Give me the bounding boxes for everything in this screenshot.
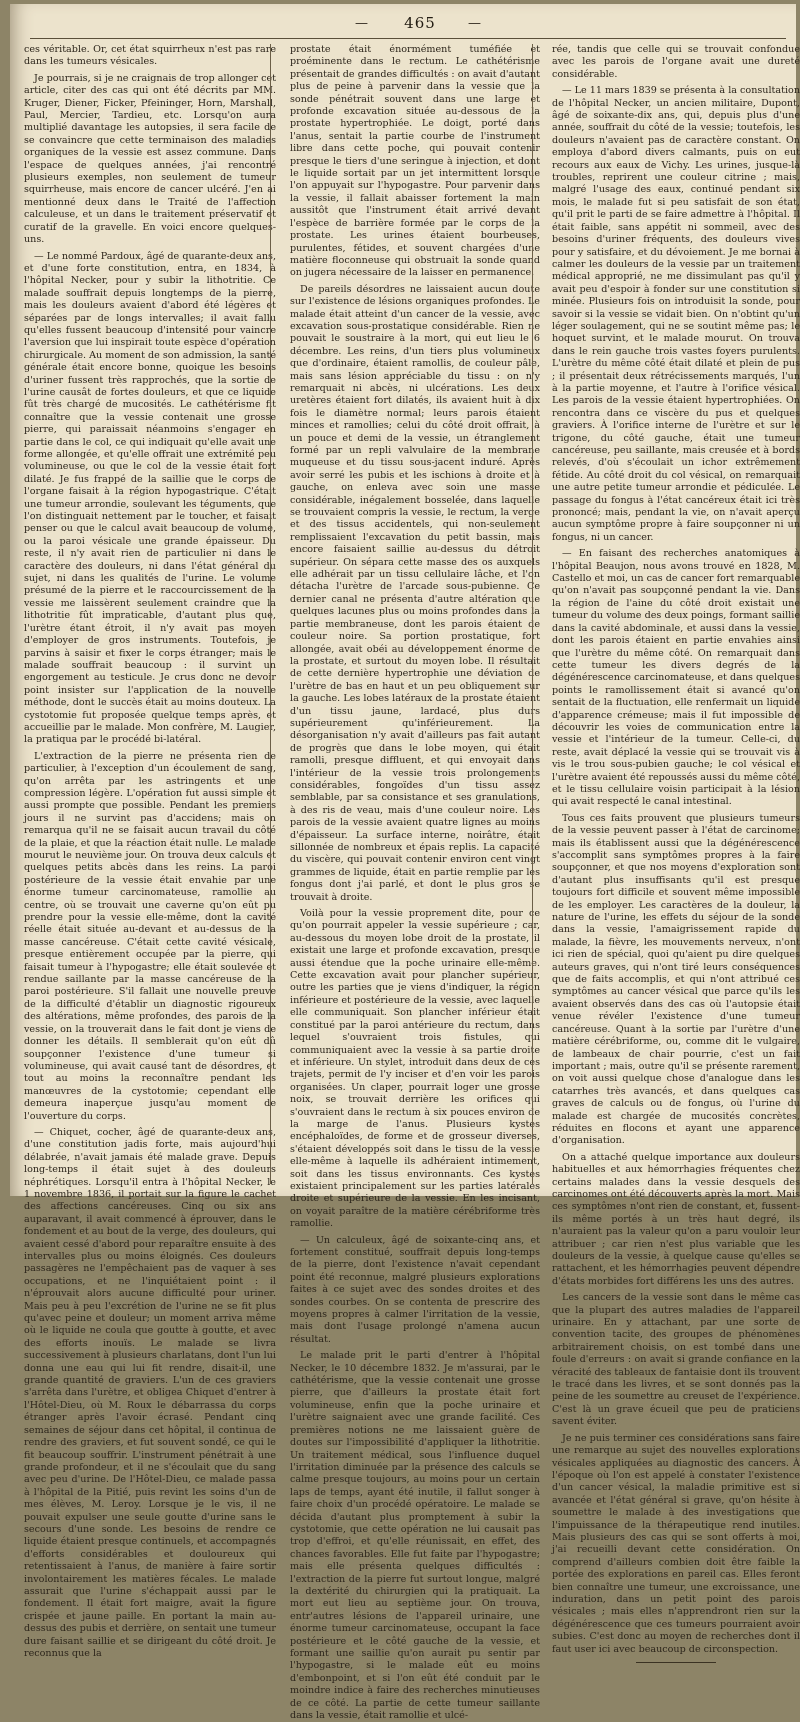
- paragraph: ces véritable. Or, cet état squirrheux n'est pas rare dans les tumeurs vésicales.: [24, 44, 276, 68]
- paragraph: Tous ces faits prouvent que plusieurs tumeurs de la vessie peuvent passer à l'état de carcinome; mais ils établissent aussi que la dégénérescence s'accomplit sans symptômes propres à la faire soupçonner, et que nos moyens d'exploration sont d'autant plus insuffisants qu'il est presque toujours fort difficile et souvent même impossible de les employer. Les caractères de la douleur, la nature de l'urine, les effets du séjour de la sonde dans la vessie, l'amaigrissement rapide du malade, la fièvre, les mouvements nerveux, n'ont ici rien de spécial, quoi qu'aient pu dire quelques auteurs graves, qui n'ont tiré leurs conséquences que de faits accomplis, et qui n'ont attribué ces symptômes au cancer vésical que parce qu'ils les avaient observés dans des cas où l'autopsie était venue révéler l'existence d'une tumeur cancéreuse. Quant à la sortie par l'urètre d'une matière cérébriforme, ou, comme dit le vulgaire, de lambeaux de chair pourrie, c'est un fait important ; mais, outre qu'il se présente rarement, on voit aussi quelque chose d'analogue dans les catarrhes très avancés, et dans quelques cas graves de calculs ou de fongus, où l'urine du malade est chargée de mucosités concrètes, réduites en flocons et ayant une apparence d'organisation.: [552, 812, 800, 1147]
- text-columns: [24, 44, 800, 1722]
- column-2: [290, 44, 540, 1722]
- paragraph: prostate était énormément tuméfiée et proéminente dans le rectum. Le cathétérisme présentait de grandes difficultés : on avait d'autant plus de peine à parvenir dans la vessie que la sonde pénétrait souvent dans une large et profonde excavation située au-dessous de la prostate hypertrophiée. Le doigt, porté dans l'anus, sentait la partie courbe de l'instrument libre dans cette poche, qui pouvait contenir presque le tiers d'une seringue à injection, et dont le liquide sortait par un jet intermittent lorsque l'on appuyait sur l'hypogastre. Pour parvenir dans la vessie, il fallait abaisser fortement la main aussitôt que l'instrument était arrivé devant l'espèce de barrière formée par le corps de la prostate. Les urines étaient bourbeuses, purulentes, fétides, et souvent chargées d'une matière floconneuse qui obstruait la sonde quand on jugera nécessaire de la laisser en permanence.: [290, 44, 540, 279]
- end-rule: [636, 1662, 716, 1663]
- paragraph: rée, tandis que celle qui se trouvait confondue avec les parois de l'organe avait une dureté considérable.: [552, 44, 800, 80]
- header-rule: [30, 38, 786, 39]
- newspaper-page: [10, 4, 800, 1722]
- paragraph: On a attaché quelque importance aux douleurs habituelles et aux hémorrhagies fréquentes chez certains malades dans la vessie desquels des carcinomes ont été découverts après la mort. Mais ces symptômes n'ont rien de constant, et, fussent-ils même portés à un très haut degré, ils n'auraient pas la valeur qu'on a paru vouloir leur attribuer ; car rien n'est plus variable que les douleurs de la vessie, à quelque cause qu'elles se rattachent, et les hémorrhagies peuvent dépendre d'états morbides fort différens les uns des autres.: [552, 1151, 800, 1287]
- paragraph: Le malade prit le parti d'entrer à l'hôpital Necker, le 10 décembre 1832. Je m'assurai, par le cathétérisme, que la vessie contenait une grosse pierre, que d'ailleurs la prostate était fort volumineuse, enfin que la poche urinaire et l'urètre saignaient avec une grande facilité. Ces premières notions ne me laissaient guère de doutes sur l'impossibilité d'appliquer la lithotritie. Un traitement médical, sous l'influence duquel l'irritation diminuée par la présence des calculs se calme presque toujours, au moins pour un certain laps de temps, ayant été inutile, il fallut songer à faire choix d'un procédé opératoire. Le malade se décida d'autant plus promptement à subir la cystotomie, que cette opération ne lui causait pas trop d'effroi, et qu'elle réunissait, en effet, des chances favorables. Elle fut faite par l'hypogastre; mais elle présenta quelques difficultés : l'extraction de la pierre fut surtout longue, malgré la dextérité du chirurgien qui la pratiquait. La mort eut lieu au septième jour. On trouva, entr'autres lésions de l'appareil urinaire, une énorme tumeur carcinomateuse, occupant la face postérieure et le côté gauche de la vessie, et formant une saillie qu'on aurait pu sentir par l'hypogastre, si le malade eût eu moins d'embonpoint, et si l'on eût été conduit par le moindre indice à faire des recherches minutieuses de ce côté. La partie de cette tumeur saillante dans la vessie, était ramollie et ulcé-: [290, 1350, 540, 1722]
- paragraph: — En faisant des recherches anatomiques à l'hôpital Beaujon, nous avons trouvé en 1828, M. Castello et moi, un cas de cancer fort remarquable qu'on n'avait pas soupçonné pendant la vie. Dans la région de l'aine du côté droit existait une tumeur du volume des deux poings, formant saillie dans la cavité abdominale, et aussi dans la vessie, dont les parois étaient en partie envahies ainsi que l'urètre du même côté. On remarquait dans cette tumeur les divers degrés de la dégénérescence carcinomateuse, et dans quelques points le ramollissement était si avancé qu'on sentait de la fluctuation, elle renfermait un liquide d'apparence crémeuse; mais il fut impossible de découvrir les voies de communication entre la vessie et l'intérieur de la tumeur. Celle-ci, du reste, avait déplacé la vessie qui se trouvait vis à vis le trou sous-pubien gauche; le col vésical et l'urètre avaient été repoussés aussi du même côté, et le tissu cellulaire voisin participait à la lésion qui avait respecté le canal intestinal.: [552, 548, 800, 808]
- paragraph: Je ne puis terminer ces considérations sans faire une remarque au sujet des nouvelles explorations vésicales appliquées au diagnostic des cancers. À l'époque où l'on est appelé à constater l'existence d'un cancer vésical, la maladie primitive est si avancée et l'état général si grave, qu'on hésite à soumettre le malade à des investigations que l'impuissance de la thérapeutique rend inutiles. Mais plusieurs des cas qui se sont offerts à moi, j'ai recueilli devant cette considération. On comprend d'ailleurs combien doit être faible la portée des explorations en pareil cas. Elles feront bien connaître une tumeur, une excroissance, une induration, dans un petit point des parois vésicales ; mais elles n'apprendront rien sur la dégénérescence que ces tumeurs pourraient avoir subies. C'est donc au moyen de recherches dont il faut user ici avec beaucoup de circonspection.: [552, 1432, 800, 1655]
- header-dash-right: —: [468, 16, 481, 31]
- column-rule: [270, 44, 271, 1184]
- paragraph: — Le nommé Pardoux, âgé de quarante-deux ans, et d'une forte constitution, entra, en 1834, à l'hôpital Necker, pour y subir la lithotritie. Ce malade souffrait depuis longtemps de la pierre, mais les douleurs avaient d'abord été légères et séparées par de longs intervalles; il avait fallu qu'elles fussent beaucoup d'intensité pour vaincre l'aversion que lui inspirait toute espèce d'opération chirurgicale. Au moment de son admission, la santé générale était encore bonne, quoique les besoins d'uriner fussent très rapprochés, que la sortie de l'urine causât de fortes douleurs, et que ce liquide fût très chargé de mucosités. Le cathétérisme fit connaître que la vessie contenait une grosse pierre, qui paraissait néanmoins s'engager en partie dans le col, ce qui indiquait qu'elle avait une forme allongée, et qu'elle offrait une extrémité peu volumineuse, ou que le col de la vessie était fort dilaté. Je fus frappé de la saillie que le corps de l'organe faisait à la région hypogastrique. C'était une tumeur arrondie, soulevant les téguments, que l'on distinguait nettement par le toucher, et faisait penser ou que le calcul avait beaucoup de volume, ou la paroi vésicale une grande épaisseur. Du reste, il n'y avait rien de particulier ni dans le caractère des douleurs, ni dans l'état général du sujet, ni dans les qualités de l'urine. Le volume présumé de la pierre et le raccourcissement de la vessie me laissèrent seulement craindre que la lithotritie fût impraticable, d'autant plus que, l'urètre étant étroit, il n'y avait pas moyen d'employer de gros instruments. Toutefois, je parvins à saisir et fixer le corps étranger; mais le malade souffrait beaucoup : il survint un engorgement au testicule. Je crus donc ne devoir point insister sur l'application de la nouvelle méthode, dont le succès était au moins douteux. La cystotomie fut proposée quelque temps après, et accueillie par le malade. Mon confrère, M. Laugier, la pratiqua par le procédé bi-latéral.: [24, 250, 276, 746]
- paragraph: Les cancers de la vessie sont dans le même cas que la plupart des autres maladies de l'appareil urinaire. En y attachant, par une sorte de convention tacite, des groupes de phénomènes arbitrairement choisis, on est tombé dans une foule d'erreurs : on avait si grande confiance en la véracité des tableaux de fantaisie dont ils trouvent le tracé dans les livres, et se sont donnés pas la peine de les soumettre au creuset de l'expérience. C'est là un grave écueil que peu de praticiens savent éviter.: [552, 1292, 800, 1428]
- column-3: [552, 44, 800, 1655]
- column-rule: [532, 44, 533, 1184]
- paragraph: Je pourrais, si je ne craignais de trop allonger cet article, citer des cas qui ont été décrits par MM. Kruger, Diener, Ficker, Pfeininger, Horn, Marshall, Paul, Mercier, Tardieu, etc. Lorsqu'on aura multiplié davantage les autopsies, il sera facile de se convaincre que cette terminaison des maladies organiques de la vessie est assez commune. Dans l'espace de quelques années, j'ai rencontré plusieurs exemples, non seulement de tumeur squirrheuse, mais encore de cancer ulcéré. J'en ai mentionné deux dans le Traité de l'affection calculeuse, et un dans le traitement préservatif et curatif de la gravelle. En voici encore quelques-uns.: [24, 72, 276, 246]
- page-number: 465: [404, 14, 436, 32]
- paragraph: Voilà pour la vessie proprement dite, pour ce qu'on pourrait appeler la vessie supérieure ; car, au-dessous du moyen lobe droit de la prostate, il existait une large et profonde excavation, presque aussi étendue que la poche urinaire elle-même. Cette excavation avait pour plancher supérieur, outre les parties que je viens d'indiquer, la région inférieure et postérieure de la vessie, avec laquelle elle communiquait. Son plancher inférieur était constitué par la paroi antérieure du rectum, dans lequel s'ouvraient trois fistules, qui communiquaient avec la vessie à sa partie droite et inférieure. Un stylet, introduit dans deux de ces trajets, permit de l'y inciser et d'en voir les parois organisées. Un claper, pourrait loger une grosse noix, se trouvait derrière les orifices qui s'ouvraient dans le rectum à six pouces environ de la marge de l'anus. Plusieurs kystes encéphaloïdes, de forme et de grosseur diverses, s'étaient développés soit dans le tissu de la vessie elle-même à laquelle ils adhéraient intimement, soit dans les tissus environnants. Ces kystes existaient principalement sur les parties latérales droite et supérieure de la vessie. En les incisant, on voyait paraître de la matière cérébriforme très ramollie.: [290, 908, 540, 1230]
- paragraph: De pareils désordres ne laissaient aucun doute sur l'existence de lésions organiques profondes. Le malade était atteint d'un cancer de la vessie, avec excavation sous-prostatique considérable. Rien ne pouvait le soustraire à la mort, qui eut lieu le 6 décembre. Les reins, d'un tiers plus volumineux que d'ordinaire, étaient ramollis, de couleur pâle, mais sans lésion appréciable du tissu : on n'y remarquait ni abcès, ni ulcérations. Les deux uretères étaient fort dilatés, ils avaient huit à dix fois le diamètre normal; leurs parois étaient minces et ramollies; celui du côté droit offrait, à un pouce et demi de la vessie, un étranglement formé par un repli valvulaire de la membrane muqueuse et du tissu sous-jacent induré. Après avoir serré les pubis et les ischions à droite et à gauche, on enleva avec soin une masse considérable, inégalement bosselée, dans laquelle se trouvaient compris la vessie, le rectum, la verge et des tissus accidentels, qui non-seulement remplissaient l'excavation du petit bassin, mais encore faisaient saillie au-dessus du détroit supérieur. On sépara cette masse des os auxquels elle adhérait par un tissu cellulaire lâche, et l'on détacha l'urètre de l'arcade sous-pubienne. Ce dernier canal ne présenta d'autre altération que quelques lacunes plus ou moins profondes dans la partie membraneuse, dont les parois étaient de couleur noire. Sa portion prostatique, fort allongée, avait obéi au développement énorme de la prostate, et surtout du moyen lobe. Il résultait de cette dernière hypertrophie une déviation de l'urètre de bas en haut et un peu obliquement sur la gauche. Les lobes latéraux de la prostate étaient d'un tissu jaune, lardacé, plus durs supérieurement qu'inférieurement. La désorganisation n'y avait d'ailleurs pas fait autant de progrès que dans le lobe moyen, qui était ramolli, presque diffluent, et qui envoyait dans l'intérieur de la vessie trois prolongements considérables, fongoïdes d'un tissu assez semblable, par sa consistance et ses granulations, à des ris de veau, mais d'une couleur noire. Les parois de la vessie avaient quatre lignes au moins d'épaisseur. La surface interne, noirâtre, était sillonnée de nombreux et épais replis. La capacité du viscère, qui pouvait contenir environ cent vingt grammes de liquide, était en partie remplie par les fongus dont j'ai parlé, et dont le plus gros se trouvait à droite.: [290, 283, 540, 903]
- paragraph: L'extraction de la pierre ne présenta rien de particulier, à l'exception d'un écoulement de sang, qu'on arrêta par les astringents et une compression légère. L'opération fut aussi simple et aussi prompte que possible. Pendant les premiers jours il ne survint pas d'accidens; mais on remarqua qu'il ne se faisait aucun travail du côté de la plaie, et que la réaction était nulle. Le malade mourut le neuvième jour. On trouva deux calculs et quelques petits abcès dans les reins. La paroi postérieure de la vessie était envahie par une énorme tumeur carcinomateuse, ramollie au centre, où se trouvait une caverne qu'on eût pu prendre pour la vessie elle-même, dont la cavité réelle était située au-devant et au-dessus de la masse cancéreuse. C'était cette cavité vésicale, presque entièrement occupée par la pierre, qui faisait tumeur à l'hypogastre; elle était soulevée et rendue saillante par la masse cancéreuse de la paroi postérieure. S'il fallait une nouvelle preuve de la difficulté d'établir un diagnostic rigoureux des altérations, même profondes, des parois de la vessie, on la trouverait dans le fait dont je viens de donner les détails. Il semblerait qu'on eût dû soupçonner l'existence d'une tumeur si volumineuse, qui avait causé tant de désordres, et tout au moins la reconnaître pendant les manœuvres de la cystotomie; cependant elle demeura inaperçue jusqu'au moment de l'ouverture du corps.: [24, 750, 276, 1122]
- page-header: [10, 10, 796, 40]
- paragraph: — Le 11 mars 1839 se présenta à la consultation de l'hôpital Necker, un ancien militaire, Dupont, âgé de soixante-dix ans, qui, depuis plus d'une année, souffrait du côté de la vessie; toutefois, les douleurs n'avaient pas de caractère constant. On employa d'abord divers calmants, puis on eut recours aux eaux de Vichy. Les urines, jusque-là troubles, reprirent une couleur citrine ; mais, malgré l'usage des eaux, continué pendant six mois, le malade fut si peu satisfait de son état, qu'il prit le parti de se faire admettre à l'hôpital. Il était faible, sans appétit ni sommeil, avec des besoins d'uriner fréquents, des douleurs vives pour y satisfaire, et du dévoiement. Je me bornai à calmer les douleurs de la vessie par un traitement médical approprié, ne me dissimulant pas qu'il y avait peu d'espoir à fonder sur une constitution si minée. Plusieurs fois on introduisit la sonde, pour savoir si la vessie se vidait bien. On n'obtint qu'un léger soulagement, qui ne se soutint même pas; le hoquet survint, et le malade mourut. On trouva dans le rein gauche trois vastes foyers purulents. L'urètre du même côté était dilaté et plein de pus ; il présentait deux rétrécissements marqués, l'un à la partie moyenne, et l'autre à l'orifice vésical. Les parois de la vessie étaient hypertrophiées. On rencontra dans ce viscère du pus et quelques graviers. À l'orifice interne de l'urètre et sur le trigone, du côté gauche, était une tumeur cancéreuse, peu saillante, mais creusée et à bords relevés, d'où s'écoulait un ichor extrêmement fétide. Au côté droit du col vésical, on remarquait une autre petite tumeur arrondie et pédiculée. Le passage du fongus à l'état cancéreux était ici très prononcé; mais, pendant la vie, on n'avait aperçu aucun symptôme propre à faire soupçonner ni un fongus, ni un cancer.: [552, 85, 800, 543]
- paragraph: — Chiquet, cocher, âgé de quarante-deux ans, d'une constitution jadis forte, mais aujourd'hui délabrée, n'avait jamais été malade grave. Depuis long-temps il était sujet à des douleurs néphrétiques. Lorsqu'il entra à l'hôpital Necker, le 1 novembre 1836, il portait sur la figure le cachet des affections cancéreuses. Cinq ou six ans auparavant, il avait commencé à éprouver, dans le fondement et au bout de la verge, des douleurs, qui avaient cessé d'abord pour reparaître ensuite à des intervalles plus ou moins éloignés. Ces douleurs passagères ne l'empêchaient pas de vaquer à ses occupations, et ne l'inquiétaient point : il n'éprouvait alors aucune difficulté pour uriner. Mais peu à peu l'excrétion de l'urine ne se fit plus qu'avec peine et douleur; un moment arriva même où le liquide ne coula que goutte à goutte, et avec des efforts inouïs. Le malade se livra successivement à plusieurs charlatans, dont l'un lui donna une eau qui lui fit rendre, disait-il, une grande quantité de graviers. L'un de ces graviers s'arrêta dans l'urètre, et obligea Chiquet d'entrer à l'Hôtel-Dieu, où M. Roux le débarrassa du corps étranger après l'avoir écrasé. Pendant cinq semaines de séjour dans cet hôpital, il continua de rendre des graviers, et fut souvent sondé, ce qui le fit beaucoup souffrir. L'instrument pénétrait à une grande profondeur, et il ne s'écoulait que du sang avec peu d'urine. De l'Hôtel-Dieu, ce malade passa à l'hôpital de la Pitié, puis revint les soins d'un de mes élèves, M. Leroy. Lorsque je le vis, il ne pouvait expulser une seule goutte d'urine sans le secours d'une sonde. Les besoins de rendre ce liquide étaient presque continuels, et accompagnés d'efforts considérables et douloureux qui retentissaient à l'anus, de manière à faire sortir involontairement les matières fécales. Le malade assurait que l'urine s'échappait aussi par le fondement. Il était fort maigre, avait la figure crispée et jaune paille. En portant la main au-dessus des pubis et derrière, on sentait une tumeur dure faisant saillie et se dirigeant du côté droit. Je reconnus que la: [24, 1126, 276, 1659]
- paragraph: — Un calculeux, âgé de soixante-cinq ans, et fortement constitué, souffrait depuis long-temps de la pierre, dont l'existence n'avait cependant point été reconnue, malgré plusieurs explorations faites à ce sujet avec des sondes droites et des sondes courbes. On se contenta de prescrire des moyens propres à calmer l'irritation de la vessie, mais dont l'usage prolongé n'amena aucun résultat.: [290, 1234, 540, 1345]
- header-dash-left: —: [355, 16, 368, 31]
- column-1: [24, 44, 276, 1659]
